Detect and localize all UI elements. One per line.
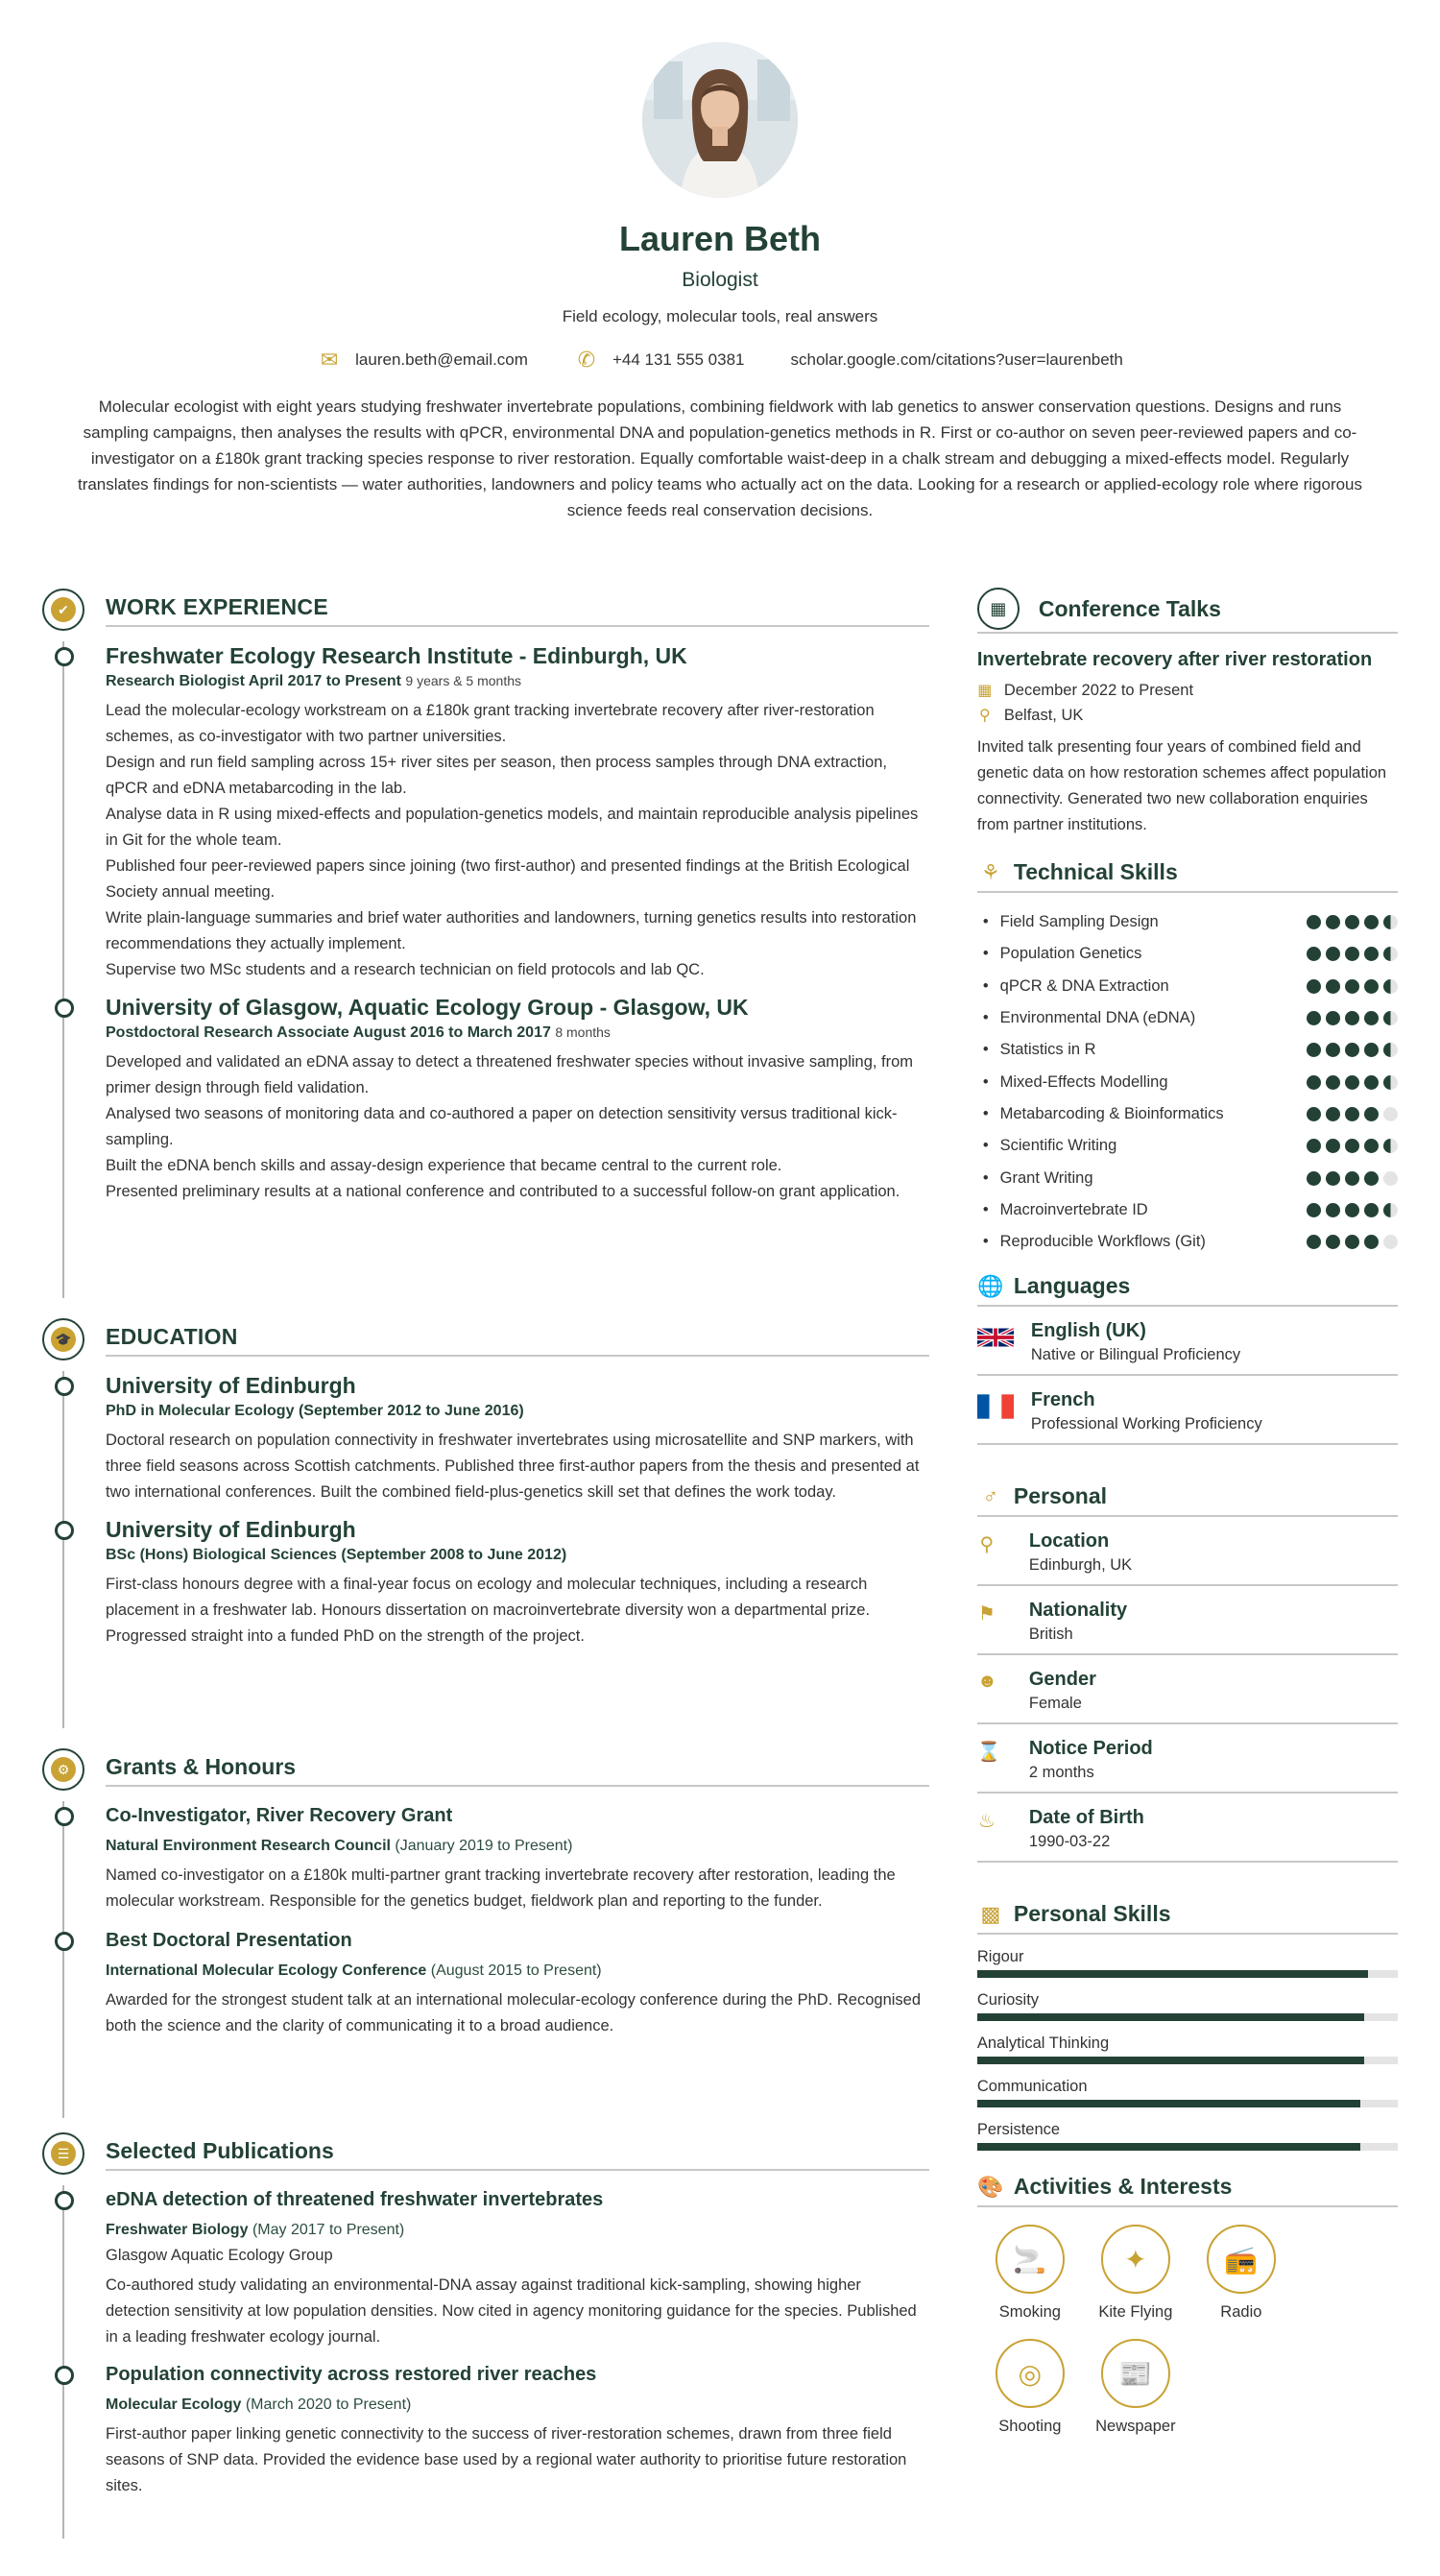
skill-name: • Grant Writing xyxy=(977,1169,1093,1188)
activity-item xyxy=(1188,2225,1294,2322)
grant-org-line xyxy=(106,1838,929,1855)
section-title: EDUCATION xyxy=(106,1322,929,1357)
skill-name: • Environmental DNA (eDNA) xyxy=(977,1009,1195,1027)
dates-text: (March 2020 to Present) xyxy=(245,2396,412,2413)
rating-dot xyxy=(1383,1107,1398,1121)
rating-dot xyxy=(1326,1139,1340,1153)
personal-label: Gender xyxy=(1028,1669,1096,1691)
work-title: Freshwater Ecology Research Institute - Edinburgh, UK xyxy=(106,643,687,668)
rating-dot xyxy=(1364,1171,1379,1186)
rating-dot xyxy=(1364,1203,1379,1217)
timeline-dot xyxy=(55,1807,74,1826)
rating-dot xyxy=(1345,1171,1359,1186)
description-line: Design and run field sampling across 15+ river sites per season, then process samples through DNA extraction, qPCR and eDNA metabarcoding in the lab. xyxy=(106,754,887,797)
skill-rating xyxy=(1307,1107,1398,1121)
dates-text: (September 2012 to June 2016) xyxy=(298,1403,524,1419)
kite-icon: ✦ xyxy=(1101,2225,1170,2294)
rating-dot xyxy=(1345,1139,1359,1153)
newspaper-icon: 📰 xyxy=(1101,2339,1170,2408)
rating-dot xyxy=(1383,1171,1398,1186)
activity-label: Radio xyxy=(1220,2303,1262,2322)
timeline-dot xyxy=(55,1521,74,1540)
grant-entry xyxy=(106,1801,929,1914)
tagline: Field ecology, molecular tools, real answers xyxy=(562,307,878,325)
education-section xyxy=(42,1317,929,1728)
map-pin-icon: ⚲ xyxy=(979,1534,995,1556)
description-line: Presented preliminary results at a national conference and contributed to a successful follow-on grant application. xyxy=(106,1183,900,1200)
activity-item xyxy=(977,2339,1083,2436)
language-level: Native or Bilingual Proficiency xyxy=(1030,1346,1241,1364)
skill-rating xyxy=(1307,915,1398,929)
person-icon: ☻ xyxy=(976,1671,997,1693)
envelope-icon: ✉ xyxy=(320,348,339,372)
personal-skill-name: Curiosity xyxy=(976,1991,1040,2010)
personal-skill-item xyxy=(977,2034,1398,2064)
smoking-icon: 🚬 xyxy=(996,2225,1065,2294)
skill-name: • Macroinvertebrate ID xyxy=(977,1201,1148,1219)
org-text: International Molecular Ecology Conference xyxy=(106,1962,427,1979)
personal-section xyxy=(977,1483,1398,1863)
personal-skill-name: Rigour xyxy=(976,1948,1024,1966)
description-line: Lead the molecular-ecology workstream on a £180k grant tracking invertebrate recovery after river-restoration schemes, as co-investigator with two partner universities. xyxy=(106,702,875,745)
degree-text: PhD in Molecular Ecology xyxy=(106,1403,295,1419)
skill-name: • qPCR & DNA Extraction xyxy=(977,977,1169,996)
grants-section xyxy=(42,1747,929,2118)
personal-skill-item xyxy=(977,2121,1398,2151)
language-level: Professional Working Proficiency xyxy=(1030,1415,1262,1433)
medal-icon: ⚘ xyxy=(980,859,1000,884)
palette-icon: 🎨 xyxy=(977,2174,1004,2199)
role-text: Research Biologist April 2017 to Present xyxy=(106,673,401,689)
languages-section xyxy=(977,1273,1398,1445)
activity-item xyxy=(1083,2225,1188,2322)
personal-skills-section xyxy=(977,1901,1398,2151)
skill-rating xyxy=(1307,1171,1398,1186)
skill-rating xyxy=(1307,979,1398,994)
website-text[interactable]: scholar.google.com/citations?user=laurenbeth xyxy=(790,350,1123,369)
rating-dot xyxy=(1383,1139,1398,1153)
publication-journal-line xyxy=(106,2396,929,2414)
profile-summary: Molecular ecologist with eight years studying freshwater invertebrate populations, combining fieldwork with lab genetics to answer conservation questions. Designs and runs sampling campaigns, then analyses the results with qPCR, environmental DNA and population-genetics methods in R. First or co-author on seven peer-reviewed papers and co-investigator on a £180k grant tracking species response to river restoration. Equally comfortable waist-deep in a chalk stream and debugging a mixed-effects model. Regularly translates findings for non-scientists — water authorities, landowners and policy teams who actually act on the data. Looking for a research or applied-ecology role where rigorous science feeds real conservation decisions. xyxy=(77,397,1363,519)
skill-rating xyxy=(1307,1235,1398,1249)
timeline-dot xyxy=(55,2191,74,2210)
calendar-icon: ▦ xyxy=(977,683,993,699)
description-line: Analyse data in R using mixed-effects and population-genetics models, and maintain reproducible analysis pipelines in Git for the whole team. xyxy=(106,806,919,849)
rating-dot xyxy=(1364,947,1379,961)
activity-label: Newspaper xyxy=(1095,2418,1176,2436)
education-description: Doctoral research on population connectivity in freshwater invertebrates using microsatellite and SNP markers, with three field seasons across Scottish catchments. Published three first-author papers from the thesis and presented at two international conferences. Built the combined field-plus-genetics skill set that defines the work today. xyxy=(106,1432,920,1501)
toolbox-icon: ▩ xyxy=(980,1901,1001,1926)
email-text[interactable]: lauren.beth@email.com xyxy=(355,350,528,369)
grant-description: Awarded for the strongest student talk at an international molecular-ecology conference during the PhD. Recognised both the science and the clarity of communicating it to a broad audience. xyxy=(106,1991,922,2034)
skill-name: • Reproducible Workflows (Git) xyxy=(977,1233,1206,1251)
skill-rating xyxy=(1307,1203,1398,1217)
journal-text: Molecular Ecology xyxy=(106,2396,242,2413)
rating-dot xyxy=(1364,1043,1379,1057)
skill-bar-fill xyxy=(977,2143,1360,2151)
language-item xyxy=(977,1307,1398,1376)
publication-org: Glasgow Aquatic Ecology Group xyxy=(106,2247,333,2264)
timeline-dot xyxy=(55,647,74,666)
duration-text: 9 years & 5 months xyxy=(405,673,522,688)
rating-dot xyxy=(1326,1235,1340,1249)
timeline-dot xyxy=(55,2366,74,2385)
skill-item xyxy=(977,1034,1398,1066)
work-title: University of Glasgow, Aquatic Ecology Group - Glasgow, UK xyxy=(106,995,749,1020)
rating-dot xyxy=(1383,979,1398,994)
publications-section xyxy=(42,2131,929,2539)
grant-title: Best Doctoral Presentation xyxy=(106,1930,352,1951)
shooting-icon: ◎ xyxy=(996,2339,1065,2408)
hourglass-icon: ⌛ xyxy=(976,1742,1001,1764)
school-name: University of Edinburgh xyxy=(106,1517,356,1542)
rating-dot xyxy=(1307,1011,1321,1025)
skill-name: • Scientific Writing xyxy=(977,1137,1116,1155)
skill-item xyxy=(977,938,1398,970)
timeline-dot xyxy=(55,1932,74,1951)
activity-item xyxy=(1083,2339,1188,2436)
personal-item xyxy=(977,1655,1398,1724)
rating-dot xyxy=(1307,1107,1321,1121)
uk-flag-icon xyxy=(977,1324,1014,1351)
right-column xyxy=(977,588,1398,2539)
map-pin-icon: ⚲ xyxy=(979,708,991,724)
rating-dot xyxy=(1383,915,1398,929)
talk-dates xyxy=(977,681,1398,700)
conference-talks-section xyxy=(977,588,1398,838)
rating-dot xyxy=(1364,1075,1379,1090)
activity-item xyxy=(977,2225,1083,2322)
award-icon: ⚙ xyxy=(42,1748,84,1791)
skill-name: • Metabarcoding & Bioinformatics xyxy=(977,1105,1224,1123)
phone-contact[interactable] xyxy=(574,348,745,373)
role-text: Postdoctoral Research Associate August 2016 to March 2017 xyxy=(106,1024,551,1041)
education-entry xyxy=(106,1371,929,1505)
publication-description: First-author paper linking genetic connectivity to the success of river-restoration schemes, drawn from three field seasons of SNP data. Provided the evidence base used by a regional water authority to prioritise future restoration sites. xyxy=(106,2425,907,2494)
rating-dot xyxy=(1345,915,1359,929)
skill-name: • Population Genetics xyxy=(977,945,1141,963)
personal-skills-list xyxy=(977,1948,1398,2151)
gender-icon: ♂ xyxy=(982,1483,999,1508)
profile-photo xyxy=(642,42,798,198)
personal-value: Female xyxy=(1028,1695,1082,1713)
talk-description: Invited talk presenting four years of combined field and genetic data on how restoration schemes affect population connectivity. Generated two new collaboration enquiries from partner institutions. xyxy=(976,738,1387,833)
personal-skill-item xyxy=(977,1991,1398,2021)
work-role xyxy=(106,1024,929,1042)
degree-line xyxy=(106,1403,929,1420)
skill-name: • Mixed-Effects Modelling xyxy=(977,1073,1168,1092)
personal-value: 2 months xyxy=(1028,1764,1094,1782)
skill-item xyxy=(977,1130,1398,1162)
rating-dot xyxy=(1307,1171,1321,1186)
work-description xyxy=(106,698,929,983)
dates-text: (May 2017 to Present) xyxy=(252,2222,405,2238)
flag-icon: ⚑ xyxy=(977,1603,996,1625)
description-line: Developed and validated an eDNA assay to detect a threatened freshwater species without invasive sampling, from primer design through field validation. xyxy=(106,1053,914,1096)
dates-text: (January 2019 to Present) xyxy=(395,1838,573,1854)
work-description xyxy=(106,1049,929,1205)
france-flag-icon xyxy=(977,1393,1014,1420)
skill-bar xyxy=(977,2057,1398,2064)
work-entry xyxy=(106,993,929,1205)
activities-list xyxy=(977,2225,1398,2453)
rating-dot xyxy=(1307,915,1321,929)
work-role xyxy=(106,673,929,690)
skill-rating xyxy=(1307,1011,1398,1025)
candidate-name: Lauren Beth xyxy=(618,219,822,258)
rating-dot xyxy=(1326,947,1340,961)
personal-value: Edinburgh, UK xyxy=(1028,1556,1133,1575)
skills-list xyxy=(977,906,1398,1258)
rating-dot xyxy=(1307,1139,1321,1153)
skill-bar-fill xyxy=(977,1970,1368,1978)
section-title: Grants & Honours xyxy=(106,1752,929,1787)
personal-item xyxy=(977,1724,1398,1794)
education-entry xyxy=(106,1515,929,1649)
personal-item xyxy=(977,1586,1398,1655)
technical-skills-section xyxy=(977,859,1398,1258)
candidate-title: Biologist xyxy=(682,269,758,291)
skill-name: • Field Sampling Design xyxy=(977,913,1159,931)
skill-rating xyxy=(1307,947,1398,961)
skill-rating xyxy=(1307,1075,1398,1090)
timeline-dot xyxy=(55,999,74,1018)
email-contact[interactable] xyxy=(317,348,528,373)
rating-dot xyxy=(1307,1075,1321,1090)
rating-dot xyxy=(1345,1203,1359,1217)
rating-dot xyxy=(1345,1075,1359,1090)
personal-label: Notice Period xyxy=(1028,1738,1153,1760)
rating-dot xyxy=(1307,1043,1321,1057)
skill-item xyxy=(977,1098,1398,1130)
personal-value: British xyxy=(1028,1625,1073,1644)
rating-dot xyxy=(1326,1011,1340,1025)
rating-dot xyxy=(1364,1235,1379,1249)
language-item xyxy=(977,1376,1398,1445)
website-contact[interactable] xyxy=(791,350,1123,370)
section-title: Activities & Interests xyxy=(1013,2174,1233,2200)
rating-dot xyxy=(1383,1043,1398,1057)
language-name: English (UK) xyxy=(1030,1320,1146,1342)
section-title: Languages xyxy=(1013,1273,1131,1299)
skill-item xyxy=(977,1066,1398,1097)
grant-title: Co-Investigator, River Recovery Grant xyxy=(106,1805,453,1826)
phone-text[interactable]: +44 131 555 0381 xyxy=(612,350,745,369)
skill-item xyxy=(977,1162,1398,1193)
publication-entry xyxy=(106,2360,929,2499)
skill-rating xyxy=(1307,1043,1398,1057)
timeline-dot xyxy=(55,1377,74,1396)
description-line: Published four peer-reviewed papers since joining (two first-author) and presented findings at the British Ecological Society annual meeting. xyxy=(106,857,910,901)
grant-description: Named co-investigator on a £180k multi-partner grant tracking invertebrate recovery after restoration, leading the molecular workstream. Responsible for the genetics budget, fieldwork plan and reporting to the funder. xyxy=(106,1866,896,1910)
rating-dot xyxy=(1364,1139,1379,1153)
skill-bar-fill xyxy=(977,2013,1364,2021)
org-text: Natural Environment Research Council xyxy=(106,1838,391,1854)
activity-label: Shooting xyxy=(998,2418,1062,2436)
section-title: Technical Skills xyxy=(1013,859,1178,884)
skill-bar-fill xyxy=(977,2057,1364,2064)
publication-title: Population connectivity across restored river reaches xyxy=(106,2364,597,2385)
personal-skill-item xyxy=(977,2078,1398,2107)
rating-dot xyxy=(1326,1203,1340,1217)
rating-dot xyxy=(1345,947,1359,961)
duration-text: 8 months xyxy=(555,1024,611,1040)
skill-rating xyxy=(1307,1139,1398,1153)
dates-text: (September 2008 to June 2012) xyxy=(341,1547,567,1563)
skill-item xyxy=(977,1226,1398,1258)
degree-line xyxy=(106,1547,929,1564)
grant-org-line xyxy=(106,1962,929,1980)
rating-dot xyxy=(1345,1043,1359,1057)
rating-dot xyxy=(1345,1235,1359,1249)
publication-entry xyxy=(106,2185,929,2350)
personal-skill-item xyxy=(977,1948,1398,1978)
phone-icon: ✆ xyxy=(577,348,596,372)
publication-title: eDNA detection of threatened freshwater invertebrates xyxy=(106,2189,604,2210)
education-description: First-class honours degree with a final-year focus on ecology and molecular techniques, including a research placement in a freshwater lab. Honours dissertation on macroinvertebrate diversity won a departmental prize. Progressed straight into a funded PhD on the strength of the project. xyxy=(106,1576,871,1645)
rating-dot xyxy=(1326,1171,1340,1186)
graduation-cap-icon: 🎓 xyxy=(42,1318,84,1360)
rating-dot xyxy=(1383,1075,1398,1090)
section-title: Selected Publications xyxy=(106,2136,929,2171)
rating-dot xyxy=(1326,979,1340,994)
globe-icon: 🌐 xyxy=(977,1273,1004,1298)
skill-item xyxy=(977,1002,1398,1034)
skill-item xyxy=(977,906,1398,938)
rating-dot xyxy=(1364,1011,1379,1025)
rating-dot xyxy=(1345,1107,1359,1121)
document-icon: ☰ xyxy=(42,2132,84,2175)
personal-skill-name: Communication xyxy=(976,2078,1088,2096)
rating-dot xyxy=(1326,1043,1340,1057)
rating-dot xyxy=(1364,915,1379,929)
contact-row xyxy=(42,348,1398,373)
rating-dot xyxy=(1383,1235,1398,1249)
degree-text: BSc (Hons) Biological Sciences xyxy=(106,1547,337,1563)
description-line: Supervise two MSc students and a research technician on field protocols and lab QC. xyxy=(106,961,705,978)
journal-text: Freshwater Biology xyxy=(106,2222,249,2238)
personal-value: 1990-03-22 xyxy=(1028,1833,1111,1851)
skill-name: • Statistics in R xyxy=(977,1041,1096,1059)
section-title: WORK EXPERIENCE xyxy=(106,592,929,627)
rating-dot xyxy=(1345,1011,1359,1025)
rating-dot xyxy=(1383,1011,1398,1025)
rating-dot xyxy=(1307,1235,1321,1249)
personal-skill-name: Analytical Thinking xyxy=(976,2034,1110,2053)
section-title: Conference Talks xyxy=(1038,595,1221,621)
talk-location xyxy=(977,706,1398,725)
skill-bar-fill xyxy=(977,2100,1360,2107)
rating-dot xyxy=(1326,1107,1340,1121)
work-experience-section xyxy=(42,588,929,1298)
rating-dot xyxy=(1307,947,1321,961)
personal-label: Location xyxy=(1028,1530,1110,1553)
rating-dot xyxy=(1326,1075,1340,1090)
activity-label: Smoking xyxy=(998,2303,1061,2322)
rating-dot xyxy=(1364,979,1379,994)
rating-dot xyxy=(1383,947,1398,961)
skill-bar xyxy=(977,2100,1398,2107)
location-text: Belfast, UK xyxy=(1003,706,1084,724)
dates-text: (August 2015 to Present) xyxy=(430,1962,602,1979)
rating-dot xyxy=(1364,1107,1379,1121)
personal-item xyxy=(977,1794,1398,1863)
speech-bubble-icon: ▦ xyxy=(977,588,1020,630)
school-name: University of Edinburgh xyxy=(106,1373,356,1398)
talk-title: Invertebrate recovery after river restoration xyxy=(976,649,1373,670)
briefcase-icon: ✔ xyxy=(42,589,84,631)
rating-dot xyxy=(1345,979,1359,994)
language-name: French xyxy=(1030,1389,1095,1411)
skill-item xyxy=(977,1194,1398,1226)
skill-item xyxy=(977,971,1398,1002)
description-line: Built the eDNA bench skills and assay-design experience that became central to the current role. xyxy=(106,1157,782,1174)
personal-skill-name: Persistence xyxy=(976,2121,1061,2139)
cake-icon: ♨ xyxy=(977,1811,996,1833)
personal-label: Nationality xyxy=(1028,1600,1128,1622)
description-line: Write plain-language summaries and brief water authorities and landowners, turning genetics results into restoration recommendations they actually implement. xyxy=(106,909,917,952)
dates-text: December 2022 to Present xyxy=(1003,681,1194,699)
activities-section xyxy=(977,2174,1398,2453)
grant-entry xyxy=(106,1926,929,2039)
activity-label: Kite Flying xyxy=(1098,2303,1173,2322)
description-line: Analysed two seasons of monitoring data and co-authored a paper on detection sensitivity versus traditional kick-sampling. xyxy=(106,1105,898,1148)
section-title: Personal xyxy=(1013,1483,1108,1509)
left-column xyxy=(42,588,929,2539)
rating-dot xyxy=(1326,915,1340,929)
personal-item xyxy=(977,1517,1398,1586)
resume-header xyxy=(42,42,1398,523)
work-entry xyxy=(106,641,929,983)
rating-dot xyxy=(1307,1203,1321,1217)
radio-icon: 📻 xyxy=(1207,2225,1276,2294)
publication-description: Co-authored study validating an environmental-DNA assay against traditional kick-sampling, showing higher detection sensitivity at low population densities. Now cited in agency monitoring guidance for the species. Published in a leading freshwater ecology journal. xyxy=(106,2276,917,2346)
skill-bar xyxy=(977,1970,1398,1978)
skill-bar xyxy=(977,2013,1398,2021)
publication-journal-line xyxy=(106,2222,929,2239)
rating-dot xyxy=(1307,979,1321,994)
section-title: Personal Skills xyxy=(1013,1901,1171,1927)
rating-dot xyxy=(1383,1203,1398,1217)
skill-bar xyxy=(977,2143,1398,2151)
personal-label: Date of Birth xyxy=(1028,1807,1144,1829)
